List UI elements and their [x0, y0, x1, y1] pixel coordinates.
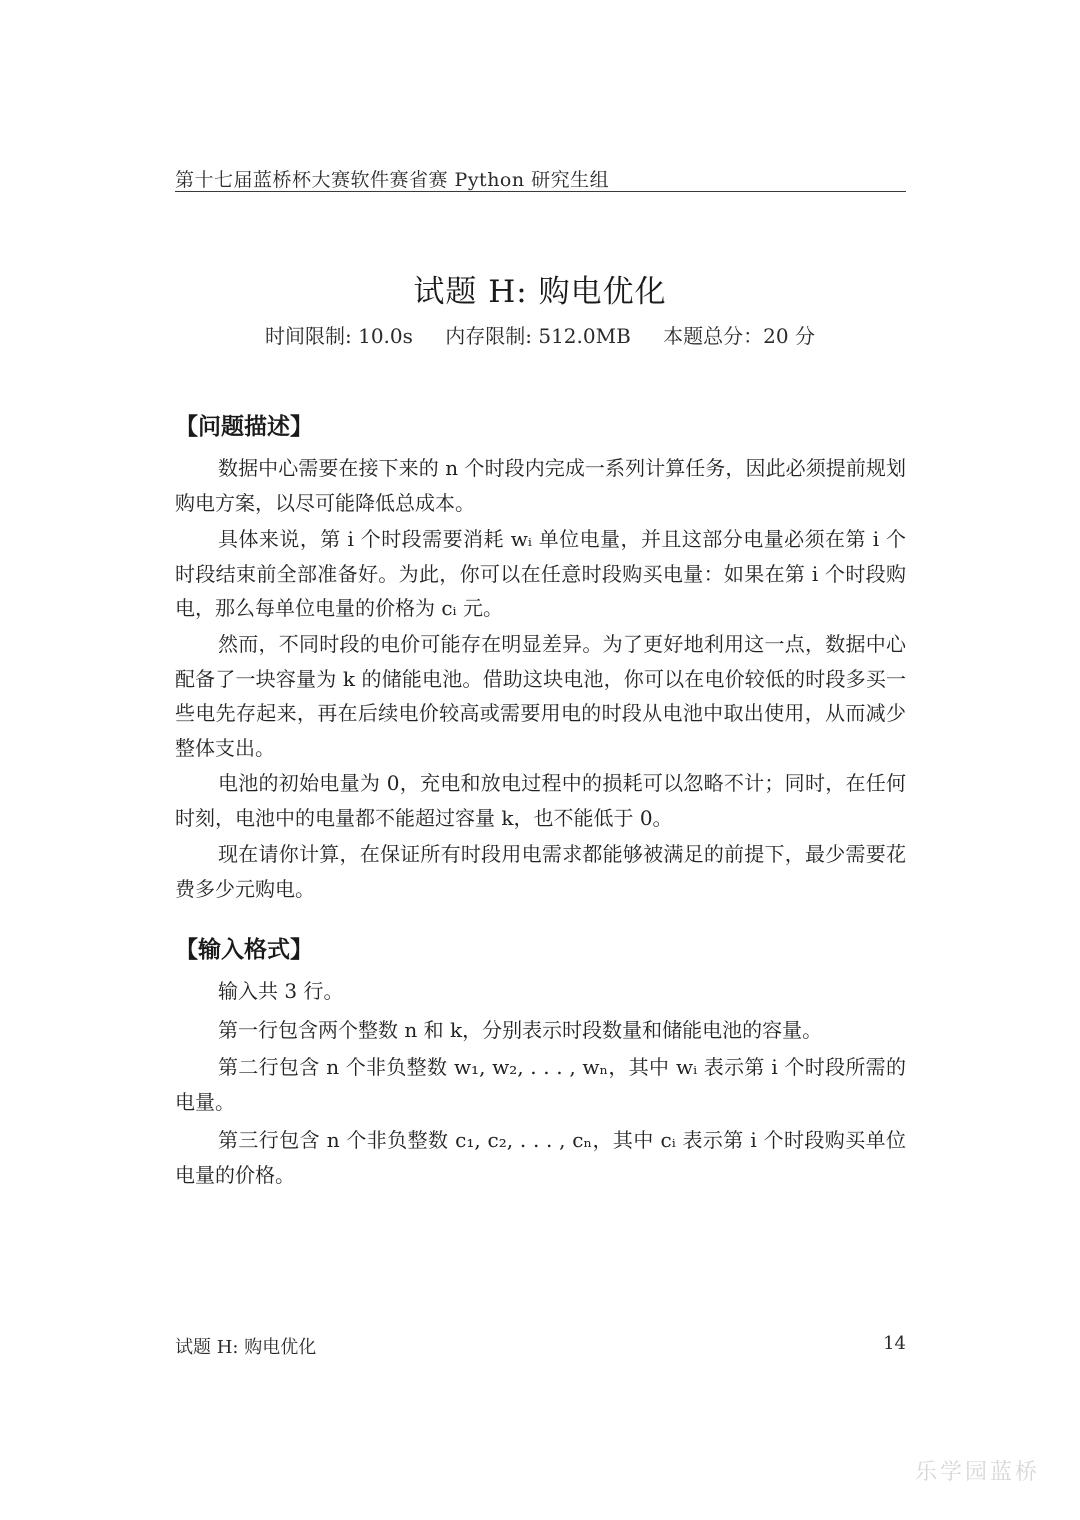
header-rule [175, 191, 906, 192]
total-score: 本题总分：20 分 [663, 324, 815, 348]
problem-title: 试题 H: 购电优化 [413, 274, 667, 310]
description-paragraph: 然而，不同时段的电价可能存在明显差异。为了更好地利用这一点，数据中心配备了一块容量为 k 的储能电池。借助这块电池，你可以在电价较低的时段多买一些电先存起来，再在后续电价较高或需要用电的时段从电池中取出使用，从而减少整体支出。 [175, 632, 906, 760]
memory-limit: 内存限制: 512.0MB [445, 324, 631, 348]
input-format-paragraph: 第一行包含两个整数 n 和 k，分别表示时段数量和储能电池的容量。 [218, 1018, 823, 1042]
description-paragraph: 电池的初始电量为 0，充电和放电过程中的损耗可以忽略不计；同时，在任何时刻，电池中的电量都不能超过容量 k，也不能低于 0。 [175, 771, 906, 830]
input-format-heading: 【输入格式】 [175, 937, 313, 963]
page-number: 14 [883, 1333, 906, 1354]
time-limit: 时间限制: 10.0s [265, 324, 413, 348]
input-format-paragraph: 第三行包含 n 个非负整数 c₁, c₂, . . . , cₙ，其中 cᵢ 表示第 i 个时段购买单位电量的价格。 [175, 1128, 906, 1187]
problem-limits [0, 320, 1080, 349]
footer-problem-label: 试题 H: 购电优化 [175, 1337, 317, 1358]
watermark: 乐学园蓝桥 [914, 1460, 1040, 1485]
description-paragraph: 具体来说，第 i 个时段需要消耗 wᵢ 单位电量，并且这部分电量必须在第 i 个时段结束前全部准备好。为此，你可以在任意时段购买电量：如果在第 i 个时段购电，那么每单位电量的价格为 cᵢ 元。 [175, 527, 906, 620]
description-paragraph: 现在请你计算，在保证所有时段用电需求都能够被满足的前提下，最少需要花费多少元购电。 [175, 842, 906, 901]
input-format-paragraph: 第二行包含 n 个非负整数 w₁, w₂, . . . , wₙ，其中 wᵢ 表示第 i 个时段所需的电量。 [175, 1055, 906, 1114]
description-paragraph: 数据中心需要在接下来的 n 个时段内完成一系列计算任务，因此必须提前规划购电方案，以尽可能降低总成本。 [175, 456, 906, 515]
running-header: 第十七届蓝桥杯大赛软件赛省赛 Python 研究生组 [175, 169, 610, 191]
input-format-paragraph: 输入共 3 行。 [218, 979, 344, 1003]
description-heading: 【问题描述】 [175, 414, 313, 440]
